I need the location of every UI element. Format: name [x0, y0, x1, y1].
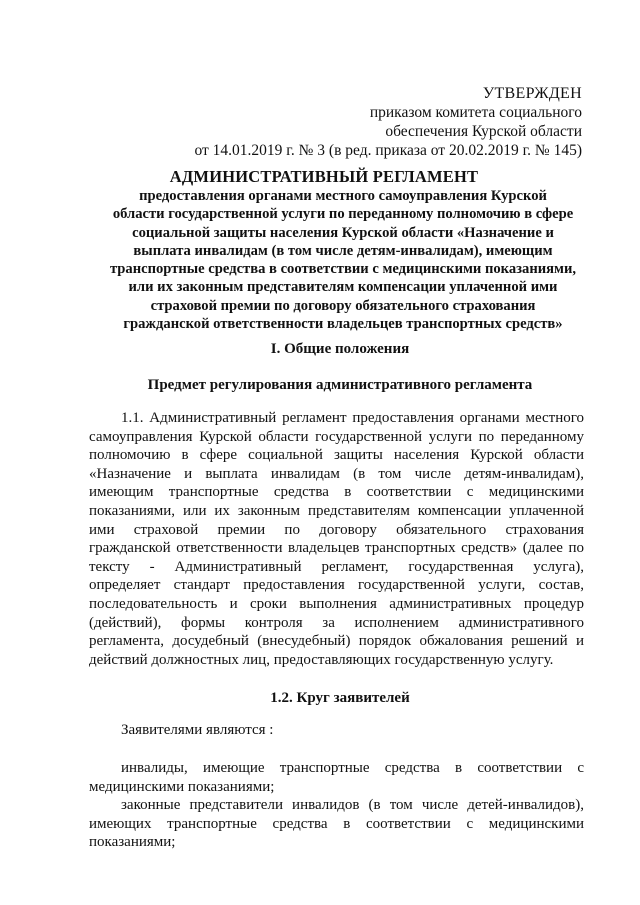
subtitle-line: области государственной услуги по переданному полномочию в сфере	[112, 206, 574, 223]
applicant-item-1	[89, 759, 584, 796]
paragraph-line: 1.1. Административный регламент предоставления органами местного	[121, 410, 584, 426]
subtitle-line: или их законным представителям компенсации уплаченной ими	[128, 279, 558, 296]
paragraph-line: (действий), формы контроля за исполнением административного	[89, 614, 584, 631]
paragraph-line: тексту - Административный регламент, государственная услуга),	[89, 558, 584, 575]
paragraph-1-1	[89, 409, 584, 669]
section-heading-applicants: 1.2. Круг заявителей	[270, 690, 410, 706]
subtitle-line: транспортные средства в соответствии с медицинскими показаниями,	[109, 261, 577, 278]
paragraph-line: имеющих транспортные средства в соответствии с медицинскими	[89, 815, 584, 832]
applicant-item-2	[89, 796, 584, 852]
subtitle-line: гражданской ответственности владельцев транспортных средств»	[123, 316, 563, 333]
paragraph-line: имеющим транспортные средства в соответствии с медицинскими	[89, 484, 584, 501]
paragraph-line: Заявителями являются :	[121, 722, 274, 738]
paragraph-line: действий должностных лиц, предоставляющих государственную услугу.	[89, 651, 554, 668]
paragraph-line: регламента, досудебный (внесудебный) порядок обжалования решений и	[89, 633, 584, 650]
subtitle-line: предоставления органами местного самоуправления Курской	[139, 188, 547, 204]
paragraph-line: ими страховой премии по договору обязательного страхования	[89, 521, 584, 538]
document-subtitle	[96, 187, 590, 333]
approval-line-1: приказом комитета социального	[369, 104, 582, 121]
paragraph-line: гражданской ответственности владельцев транспортных средств» (далее по	[89, 540, 584, 557]
approval-line-3: от 14.01.2019 г. № 3 (в ред. приказа от 20.02.2019 г. № 145)	[194, 142, 582, 159]
paragraph-line: полномочию в сфере социальной защиты населения Курской области	[89, 447, 584, 464]
paragraph-line: медицинскими показаниями;	[89, 778, 275, 795]
section-heading-subject: Предмет регулирования административного регламента	[147, 377, 533, 393]
paragraph-line: инвалиды, имеющие транспортные средства в соответствии с	[121, 760, 584, 776]
approval-stamp	[194, 84, 582, 160]
paragraph-line: показаниями, или их законным представителям компенсации уплаченной	[89, 502, 584, 519]
paragraph-line: показаниями;	[89, 834, 176, 851]
paragraph-line: определяет стандарт предоставления государственной услуги, состав,	[89, 577, 584, 594]
section-heading-general: I. Общие положения	[270, 341, 410, 357]
subtitle-line: выплата инвалидам (в том числе детям-инвалидам), имеющим	[133, 242, 553, 259]
approval-title: УТВЕРЖДЕН	[482, 85, 582, 102]
document-title: АДМИНИСТРАТИВНЫЙ РЕГЛАМЕНТ	[169, 167, 479, 186]
paragraph-line: законные представители инвалидов (в том числе детей-инвалидов),	[121, 797, 584, 813]
paragraph-line: самоуправления Курской области государственной услуги по переданному	[89, 428, 584, 445]
subtitle-line: социальной защиты населения Курской области «Назначение и	[132, 224, 554, 241]
applicants-intro	[89, 721, 584, 740]
subtitle-line: страховой премии по договору обязательного страхования	[150, 297, 536, 314]
paragraph-line: «Назначение и выплата инвалидам (в том числе детям-инвалидам),	[89, 465, 584, 482]
approval-line-2: обеспечения Курской области	[385, 123, 582, 140]
paragraph-line: последовательность и сроки выполнения административных процедур	[89, 595, 584, 612]
